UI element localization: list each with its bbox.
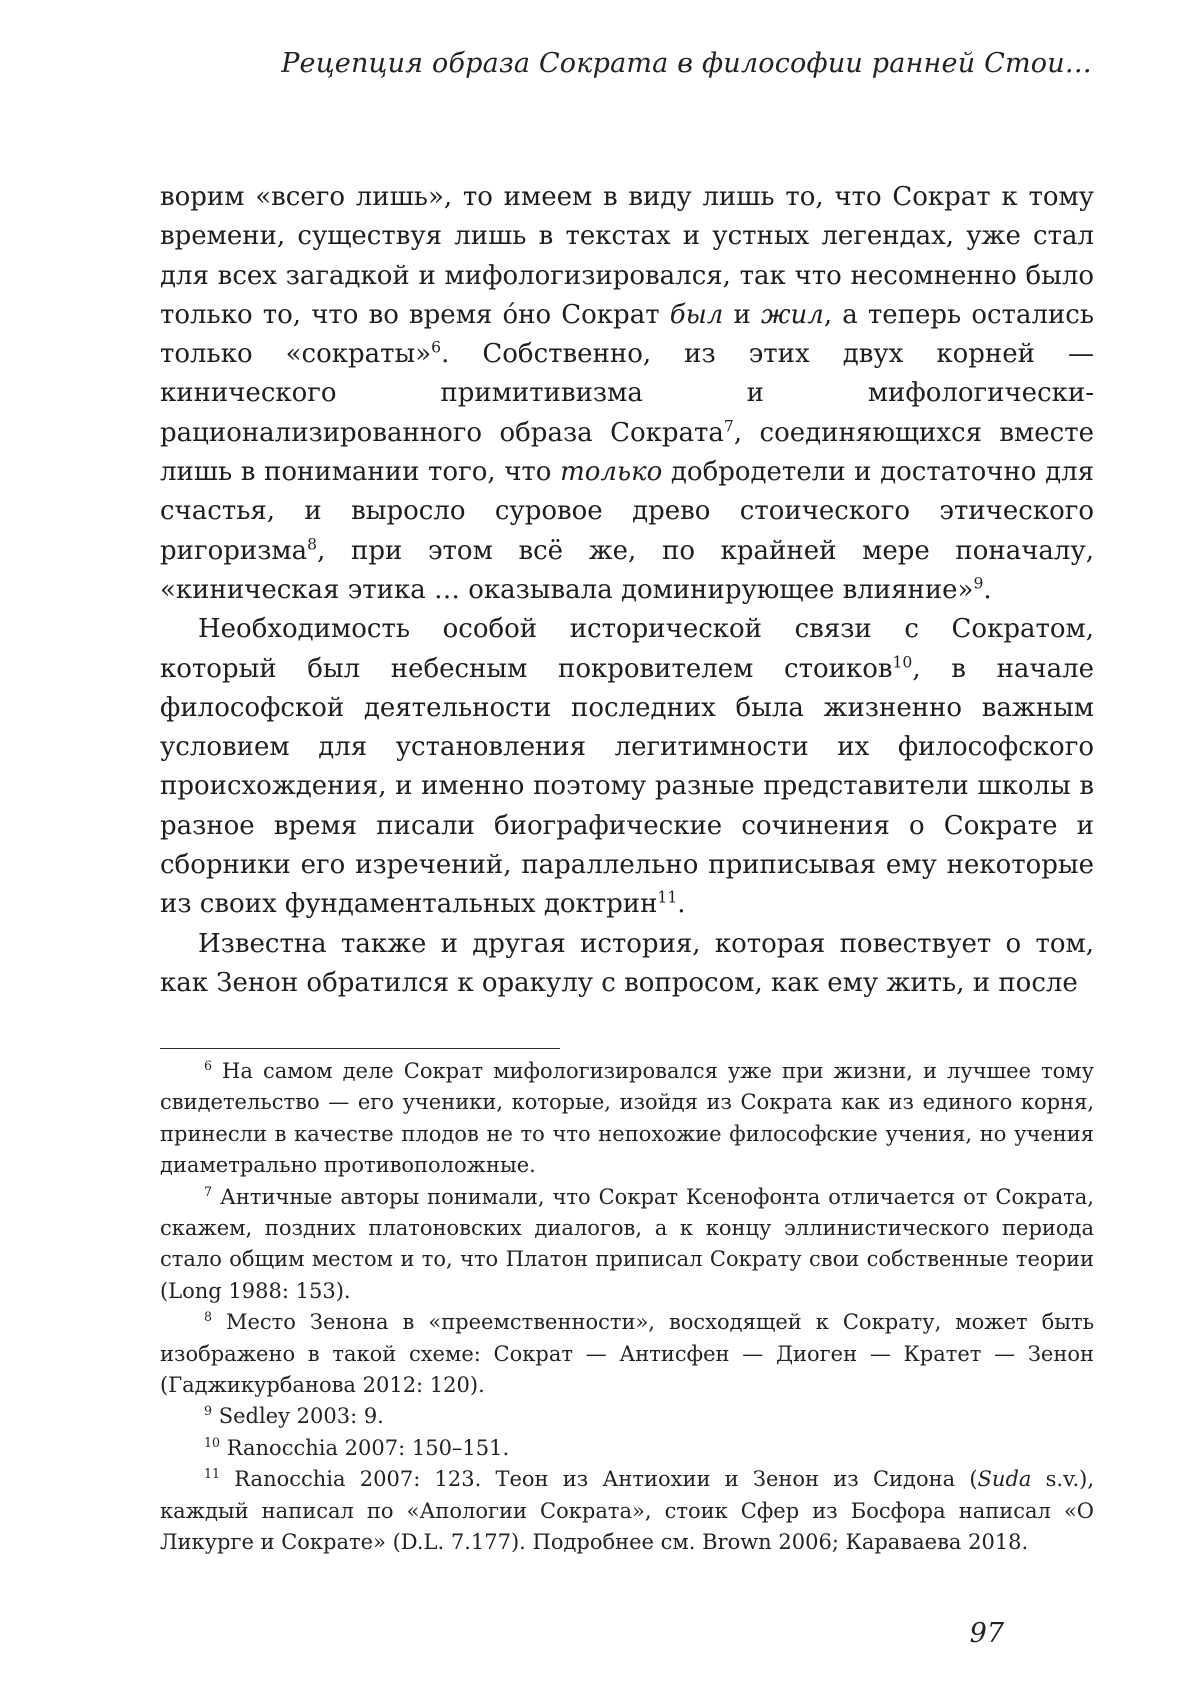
italic-text: жил [760, 299, 824, 330]
footnote-marker: 10 [204, 1434, 221, 1450]
paragraph [160, 610, 1094, 924]
paragraph [160, 925, 1094, 1004]
main-text [160, 178, 1094, 1003]
italic-text: был [669, 299, 724, 330]
text-run: . [983, 574, 992, 605]
footnote-marker: 7 [204, 1183, 213, 1199]
footnote [160, 1056, 1094, 1182]
footnote-marker: 6 [431, 338, 442, 357]
footnotes [160, 1056, 1094, 1559]
page-number: 97 [969, 1618, 1004, 1649]
footnote-marker: 9 [204, 1403, 213, 1419]
text-run: Необходимость особой исторической связи с Сократом, который был небесным покровителем стоиков [160, 614, 1094, 684]
text-run: . Собственно, из этих двух корней — кинического примитивизма и мифологически-рационализированного образа Сократа [160, 339, 1094, 448]
footnote [160, 1464, 1094, 1558]
text-run: ворим «всего лишь», то имеем в виду лишь то, что Сократ к тому времени, существуя лишь в текстах и устных легендах, уже стал для всех загадкой и мифологизировался, так что несомненно было только то, что во время о́но Сократ [160, 182, 1094, 330]
text-run: Ranocchia 2007: 123. Теон из Антиохии и Зенон из Сидона ( [220, 1467, 978, 1492]
footnote [160, 1433, 1094, 1464]
text-run: На самом деле Сократ мифологизировался уже при жизни, и лучшее тому свидетельство — его ученики, которые, изойдя из Сократа как из единого корня, принесли в качестве плодов не то что непохожие философские учения, но учения диаметрально противоположные. [160, 1059, 1094, 1178]
italic-text: Suda [977, 1467, 1032, 1492]
footnote-marker: 11 [657, 888, 678, 907]
text-run: Ranocchia 2007: 150–151. [220, 1435, 510, 1460]
text-run: , соединяющихся вместе лишь в понимании того, что [160, 417, 1094, 488]
text-run: s.v.), каждый написал по «Апологии Сократа», стоик Сфер из Босфора написал «О Ликурге и Сократе» (D.L. 7.177). Подробнее см. Brown 2006; Караваева 2018. [160, 1467, 1094, 1555]
footnote [160, 1307, 1094, 1401]
text-run: . [677, 889, 686, 920]
text-run: Известна также и другая история, которая повествует о том, как Зенон обратился к оракулу с вопросом, как ему жить, и после [160, 928, 1094, 998]
text-run: добродетели и достаточно для счастья, и выросло суровое древо стоического этического ригоризма [160, 457, 1094, 566]
footnote-marker: 11 [204, 1466, 221, 1482]
text-run: , при этом всё же, по крайней мере поначалу, «киническая этика … оказывала доминирующее влияние» [160, 535, 1094, 605]
paragraph [160, 178, 1094, 610]
text-run: Место Зенона в «преемственности», восходящей к Сократу, может быть изображено в такой схеме: Сократ — Антисфен — Диоген — Кратет — Зенон (Гаджикурбанова 2012: 120). [160, 1310, 1094, 1398]
footnote-marker: 10 [892, 652, 913, 671]
italic-text: только [560, 457, 663, 488]
text-run: , а теперь остались только «сократы» [160, 299, 1095, 370]
text-run: Sedley 2003: 9. [212, 1404, 384, 1429]
footnote-marker: 8 [204, 1309, 213, 1325]
text-run: Античные авторы понимали, что Сократ Ксенофонта отличается от Сократа, скажем, поздних платоновских диалогов, а к концу эллинистического периода стало общим местом и то, что Платон приписал Сократу свои собственные теории (Long 1988: 153). [160, 1184, 1094, 1303]
footnote [160, 1401, 1094, 1432]
footnote [160, 1182, 1094, 1308]
footnote-marker: 6 [204, 1058, 213, 1073]
text-run: , в начале философской деятельности последних была жизненно важным условием для установления легитимности их философского происхождения, и именно поэтому разные представители школы в разное время писали биографические сочинения о Сократе и сборники его изречений, параллельно приписывая ему некоторые из своих фундаментальных доктрин [160, 653, 1094, 920]
text-run: и [723, 299, 761, 330]
running-head: Рецепция образа Сократа в философии ранней Стои… [281, 48, 1092, 79]
footnote-marker: 7 [723, 417, 734, 436]
footnote-marker: 8 [307, 535, 318, 554]
footnote-marker: 9 [973, 574, 984, 593]
footnote-separator [160, 1048, 560, 1049]
